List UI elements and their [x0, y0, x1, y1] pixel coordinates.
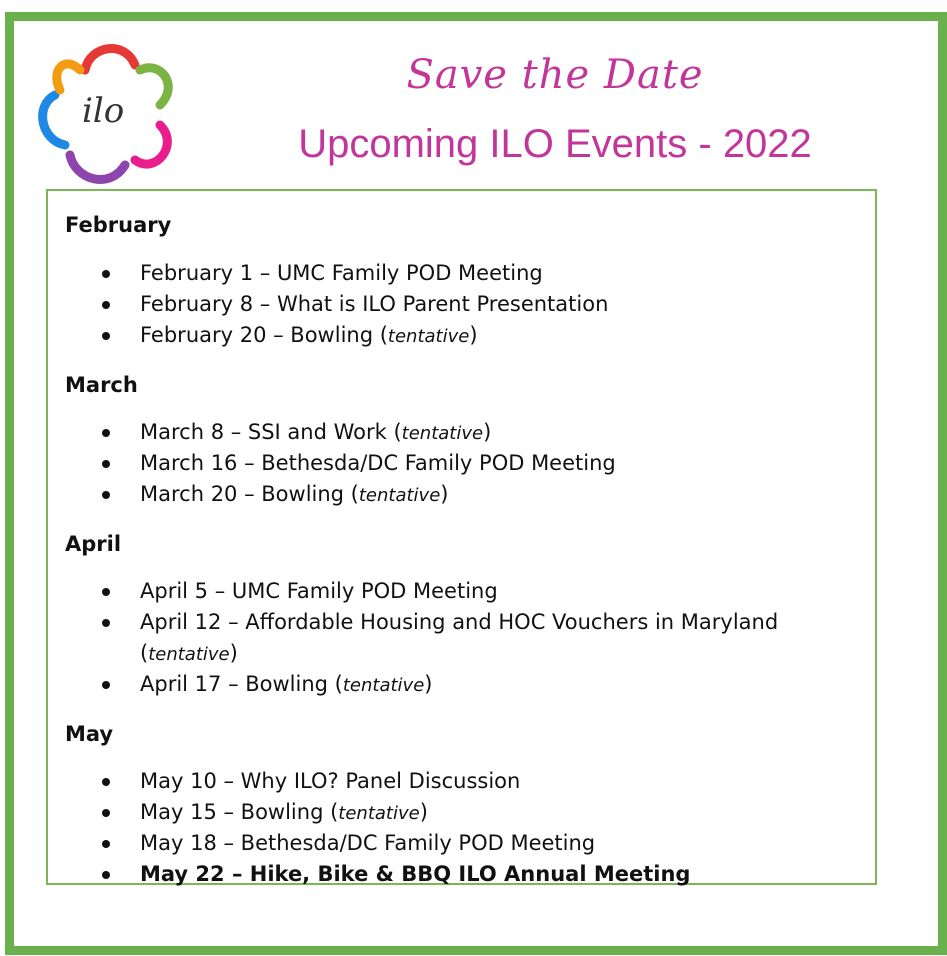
bullet-icon: [102, 270, 110, 278]
bullet-icon: [102, 619, 110, 627]
event-item: May 15 – Bowling (tentative): [140, 800, 428, 824]
bullet-icon: [102, 809, 110, 817]
event-item: April 17 – Bowling (tentative): [140, 672, 433, 696]
event-item: February 1 – UMC Family POD Meeting: [140, 261, 543, 285]
month-heading: May: [65, 722, 114, 746]
event-item: February 8 – What is ILO Parent Presentation: [140, 292, 609, 316]
bullet-icon: [102, 778, 110, 786]
bullet-icon: [102, 301, 110, 309]
event-item: April 5 – UMC Family POD Meeting: [140, 579, 498, 603]
month-heading: April: [65, 532, 122, 556]
event-item: April 12 – Affordable Housing and HOC Vouchers in Maryland: [140, 610, 779, 634]
event-item-continuation: (tentative): [140, 641, 238, 665]
page-title: Upcoming ILO Events - 2022: [298, 122, 812, 166]
event-item: May 10 – Why ILO? Panel Discussion: [140, 769, 521, 793]
events-list: [46, 189, 877, 885]
bullet-icon: [102, 429, 110, 437]
event-item-highlight: May 22 – Hike, Bike & BBQ ILO Annual Meeting: [140, 862, 691, 886]
bullet-icon: [102, 460, 110, 468]
event-item: March 16 – Bethesda/DC Family POD Meeting: [140, 451, 616, 475]
event-item: March 20 – Bowling (tentative): [140, 482, 449, 506]
save-the-date-heading: Save the Date: [406, 52, 704, 98]
svg-text:ilo: ilo: [82, 91, 125, 131]
bullet-icon: [102, 871, 110, 879]
bullet-icon: [102, 588, 110, 596]
bullet-icon: [102, 840, 110, 848]
event-item: May 18 – Bethesda/DC Family POD Meeting: [140, 831, 596, 855]
ilo-logo: [30, 30, 180, 190]
bullet-icon: [102, 681, 110, 689]
month-heading: March: [65, 373, 138, 397]
event-item: March 8 – SSI and Work (tentative): [140, 420, 492, 444]
month-heading: February: [65, 213, 172, 237]
event-item: February 20 – Bowling (tentative): [140, 323, 478, 347]
bullet-icon: [102, 332, 110, 340]
bullet-icon: [102, 491, 110, 499]
